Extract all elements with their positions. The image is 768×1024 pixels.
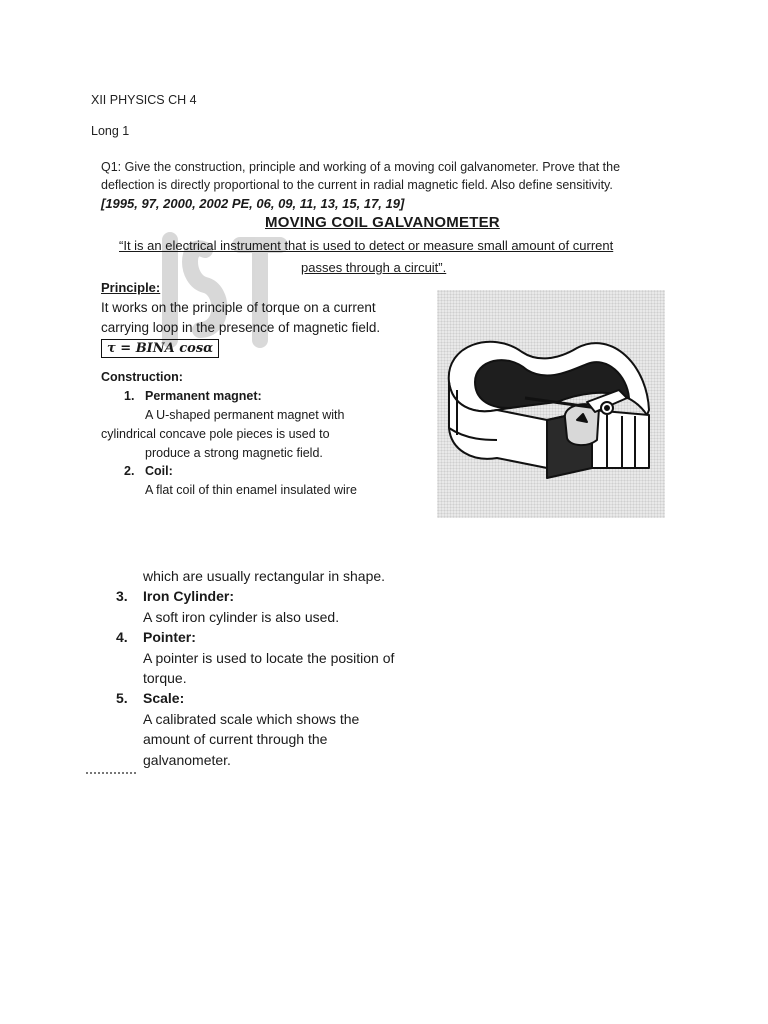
item-text: galvanometer.	[143, 752, 231, 768]
item-text: produce a strong magnetic field.	[145, 446, 323, 460]
exam-years: [1995, 97, 2000, 2002 PE, 06, 09, 11, 13, 15, 17, 19]	[101, 196, 405, 211]
principle-heading: Principle:	[101, 280, 161, 295]
construction-heading: Construction:	[101, 370, 183, 384]
item-text: A flat coil of thin enamel insulated wire	[145, 483, 357, 497]
item-number-5: 5.	[116, 690, 128, 706]
item-number-4: 4.	[116, 629, 128, 645]
item-text: A U-shaped permanent magnet with	[145, 408, 345, 422]
item-title-permanent-magnet: Permanent magnet:	[145, 389, 262, 403]
item-text: A calibrated scale which shows the	[143, 711, 360, 727]
galvanometer-figure	[437, 290, 665, 518]
definition-line-2: passes through a circuit”.	[301, 260, 447, 275]
definition-line-1: “It is an electrical instrument that is used to detect or measure small amount of current	[119, 238, 614, 253]
principle-line-2: carrying loop in the presence of magnetic field.	[101, 320, 381, 335]
principle-line-1: It works on the principle of torque on a current	[101, 300, 376, 315]
item-text: which are usually rectangular in shape.	[143, 568, 386, 584]
item-title-scale: Scale:	[143, 690, 185, 706]
course-header: XII PHYSICS CH 4	[91, 93, 197, 107]
item-text: cylindrical concave pole pieces is used to	[101, 427, 330, 441]
item-text: A soft iron cylinder is also used.	[143, 609, 340, 625]
section-label: Long 1	[91, 124, 130, 138]
torque-formula: τ = BINA cosα	[101, 339, 219, 358]
item-text: torque.	[143, 670, 187, 686]
page-title: MOVING COIL GALVANOMETER	[265, 214, 500, 231]
galvanometer-diagram	[437, 290, 665, 518]
item-text: A pointer is used to locate the position of	[143, 650, 395, 666]
item-title-iron-cylinder: Iron Cylinder:	[143, 588, 235, 604]
question-line-1: Q1: Give the construction, principle and working of a moving coil galvanometer. Prove that the	[101, 160, 621, 174]
item-text: amount of current through the	[143, 731, 328, 747]
item-number-2: 2.	[124, 464, 135, 478]
question-line-2: deflection is directly proportional to the current in radial magnetic field. Also define sensitivity.	[101, 178, 613, 192]
cropped-text-fragment	[86, 772, 136, 778]
item-title-pointer: Pointer:	[143, 629, 196, 645]
item-number-1: 1.	[124, 389, 135, 403]
item-number-3: 3.	[116, 588, 128, 604]
item-title-coil: Coil:	[145, 464, 173, 478]
